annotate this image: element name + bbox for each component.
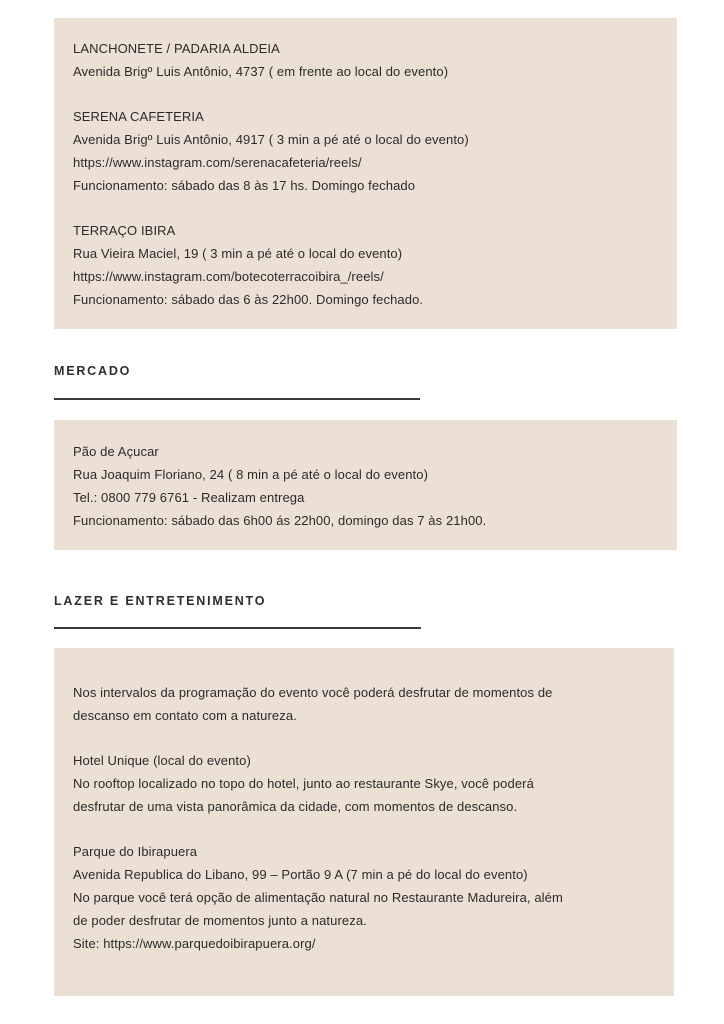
mercado-phone: Tel.: 0800 779 6761 - Realizam entrega xyxy=(73,490,305,505)
mercado-hours: Funcionamento: sábado das 6h00 ás 22h00, domingo das 7 às 21h00. xyxy=(73,513,487,528)
parque-site: Site: https://www.parquedoibirapuera.org/ xyxy=(73,936,316,951)
mercado-heading: MERCADO xyxy=(54,364,132,378)
terraco-name: TERRAÇO IBIRA xyxy=(73,223,176,238)
parque-name: Parque do Ibirapuera xyxy=(73,844,198,859)
food-places-box xyxy=(54,18,677,329)
mercado-address: Rua Joaquim Floriano, 24 ( 8 min a pé até o local do evento) xyxy=(73,467,429,482)
serena-url: https://www.instagram.com/serenacafeteria/reels/ xyxy=(73,155,362,170)
lazer-intro-line1: Nos intervalos da programação do evento você poderá desfrutar de momentos de xyxy=(73,685,553,700)
hotel-description-line2: desfrutar de uma vista panorâmica da cidade, com momentos de descanso. xyxy=(73,799,518,814)
parque-description-line1: No parque você terá opção de alimentação natural no Restaurante Madureira, além xyxy=(73,890,563,905)
lazer-intro-line2: descanso em contato com a natureza. xyxy=(73,708,297,723)
mercado-box xyxy=(54,420,677,550)
serena-address: Avenida Brigº Luis Antônio, 4917 ( 3 min a pé até o local do evento) xyxy=(73,132,469,147)
lanchonete-address: Avenida Brigº Luis Antônio, 4737 ( em frente ao local do evento) xyxy=(73,64,449,79)
lazer-heading: LAZER E ENTRETENIMENTO xyxy=(54,594,267,608)
mercado-name: Pão de Açucar xyxy=(73,444,159,459)
parque-address: Avenida Republica do Libano, 99 – Portão 9 A (7 min a pé do local do evento) xyxy=(73,867,528,882)
mercado-divider xyxy=(54,398,420,400)
lazer-divider xyxy=(54,627,421,629)
terraco-hours: Funcionamento: sábado das 6 às 22h00. Domingo fechado. xyxy=(73,292,424,307)
hotel-name: Hotel Unique (local do evento) xyxy=(73,753,251,768)
hotel-description-line1: No rooftop localizado no topo do hotel, junto ao restaurante Skye, você poderá xyxy=(73,776,534,791)
terraco-address: Rua Vieira Maciel, 19 ( 3 min a pé até o local do evento) xyxy=(73,246,403,261)
lazer-box xyxy=(54,648,674,996)
serena-hours: Funcionamento: sábado das 8 às 17 hs. Domingo fechado xyxy=(73,178,416,193)
lanchonete-name: LANCHONETE / PADARIA ALDEIA xyxy=(73,41,280,56)
serena-name: SERENA CAFETERIA xyxy=(73,109,204,124)
parque-description-line2: de poder desfrutar de momentos junto a natureza. xyxy=(73,913,367,928)
terraco-url: https://www.instagram.com/botecoterracoibira_/reels/ xyxy=(73,269,384,284)
